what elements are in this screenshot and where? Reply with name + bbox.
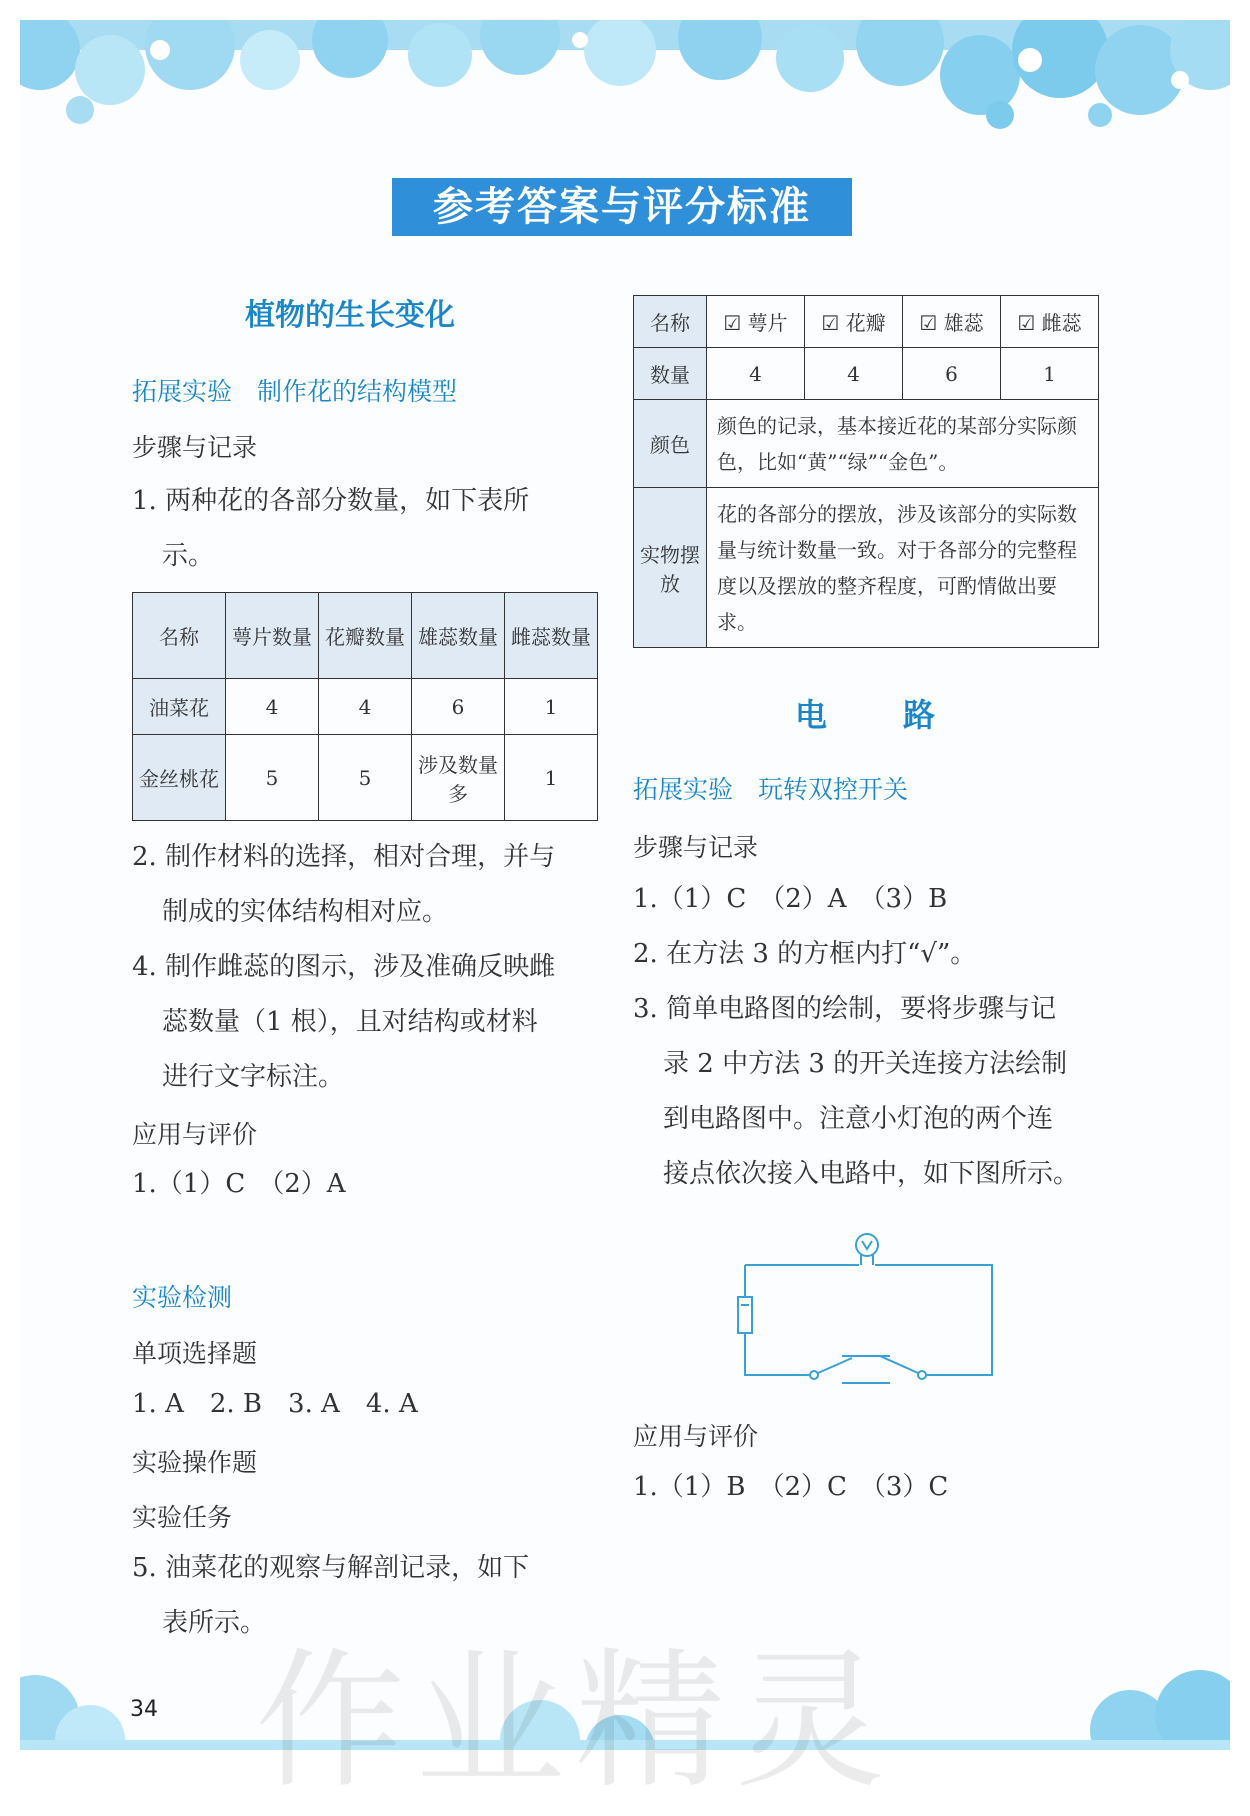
circuit-answer-item-1: 1.（1）C （2）A （3）B <box>633 884 948 914</box>
bulb-filament <box>861 1241 873 1265</box>
circuit-answer-item-2: 2. 在方法 3 的方框内打“√”。 <box>633 939 977 969</box>
circuit-answer-item-3-line-4: 接点依次接入电路中，如下图所示。 <box>663 1159 1080 1189</box>
answer-item-4-line-3: 进行文字标注。 <box>162 1062 345 1092</box>
table-header-cell: 名称 <box>133 593 226 679</box>
page-main-title: 参考答案与评分标准 <box>392 178 852 236</box>
table-row <box>634 348 1099 400</box>
answer-item-2-line-2: 制成的实体结构相对应。 <box>162 897 449 927</box>
watermark: 作业精灵 <box>255 1635 896 1809</box>
answer-item-5-line-1: 5. 油菜花的观察与解剖记录，如下 <box>132 1553 530 1583</box>
table-row <box>634 296 1099 348</box>
section-title-circuit: 电 路 <box>795 696 940 734</box>
table-cell: 金丝桃花 <box>133 735 226 821</box>
table-cell: 涉及数量多 <box>412 735 505 821</box>
switch-contact <box>918 1371 926 1379</box>
table-header-cell: 萼片数量 <box>226 593 319 679</box>
table-cell: 4 <box>804 348 902 400</box>
label-apply-evaluate-right: 应用与评价 <box>633 1422 759 1451</box>
table-cell: 1 <box>505 679 598 735</box>
table-cell: ☑ 雌蕊 <box>1000 296 1098 348</box>
table-cell: 6 <box>412 679 505 735</box>
answer-item-4-line-2: 蕊数量（1 根），且对结构或材料 <box>162 1007 538 1037</box>
subtitle-flower-model: 拓展实验 制作花的结构模型 <box>132 377 458 406</box>
table-cell: 4 <box>226 679 319 735</box>
single-choice-answers: 1. A 2. B 3. A 4. A <box>132 1389 418 1419</box>
circuit-diagram <box>730 1225 1000 1395</box>
switch-lever <box>818 1358 852 1373</box>
table-cell: 花的各部分的摆放，涉及该部分的实际数量与统计数量一致。对于各部分的完整程度以及摆放的整齐程度，可酌情做出要求。 <box>707 488 1099 648</box>
circuit-apply-answer: 1.（1）B （2）C （3）C <box>633 1472 949 1502</box>
answer-item-4-line-1: 4. 制作雌蕊的图示，涉及准确反映雌 <box>132 952 556 982</box>
observation-record-table <box>633 295 1099 648</box>
circuit-wire <box>745 1265 810 1375</box>
table-row <box>133 679 598 735</box>
switch-lever <box>880 1356 918 1373</box>
label-steps-records: 步骤与记录 <box>132 433 258 462</box>
circuit-answer-item-3-line-2: 录 2 中方法 3 的开关连接方法绘制 <box>663 1049 1068 1079</box>
table-cell: ☑ 花瓣 <box>804 296 902 348</box>
table-cell: 数量 <box>634 348 707 400</box>
label-steps-records-right: 步骤与记录 <box>633 833 759 862</box>
table-cell: 实物摆放 <box>634 488 707 648</box>
table-cell: 5 <box>226 735 319 821</box>
table-row <box>634 488 1099 648</box>
table-header-cell: 雄蕊数量 <box>412 593 505 679</box>
table-cell: 名称 <box>634 296 707 348</box>
table-cell: ☑ 雄蕊 <box>902 296 1000 348</box>
table-cell: 颜色的记录，基本接近花的某部分实际颜色，比如“黄”“绿”“金色”。 <box>707 400 1099 488</box>
answer-item-1-line-1: 1. 两种花的各部分数量，如下表所 <box>132 486 530 516</box>
answer-item-2-line-1: 2. 制作材料的选择，相对合理，并与 <box>132 842 556 872</box>
subtitle-experiment-test: 实验检测 <box>132 1283 233 1312</box>
answer-item-1-line-2: 示。 <box>162 541 215 571</box>
table-cell: 油菜花 <box>133 679 226 735</box>
circuit-wire <box>745 1265 992 1375</box>
top-bubble-decoration <box>20 20 1230 130</box>
table-cell: 1 <box>1000 348 1098 400</box>
label-single-choice: 单项选择题 <box>132 1339 258 1368</box>
subtitle-two-way-switch: 拓展实验 玩转双控开关 <box>633 775 909 804</box>
page-number: 34 <box>130 1697 158 1722</box>
table-cell: 5 <box>319 735 412 821</box>
table-cell: ☑ 萼片 <box>707 296 805 348</box>
table-header-cell: 雌蕊数量 <box>505 593 598 679</box>
light-bulb-icon <box>856 1234 878 1256</box>
switch-contact <box>810 1371 818 1379</box>
flower-parts-count-table <box>132 592 598 821</box>
table-header-row <box>133 593 598 679</box>
table-row <box>133 735 598 821</box>
table-header-cell: 花瓣数量 <box>319 593 412 679</box>
label-apply-evaluate: 应用与评价 <box>132 1120 258 1149</box>
circuit-answer-item-3-line-1: 3. 简单电路图的绘制，要将步骤与记 <box>633 994 1057 1024</box>
table-cell: 4 <box>319 679 412 735</box>
table-row <box>634 400 1099 488</box>
apply-answer: 1.（1）C （2）A <box>132 1169 346 1199</box>
circuit-answer-item-3-line-3: 到电路图中。注意小灯泡的两个连 <box>663 1104 1054 1134</box>
label-experiment-task: 实验任务 <box>132 1503 233 1532</box>
label-operation-questions: 实验操作题 <box>132 1448 258 1477</box>
table-cell: 4 <box>707 348 805 400</box>
table-cell: 颜色 <box>634 400 707 488</box>
answer-item-5-line-2: 表所示。 <box>162 1608 267 1638</box>
section-title-plant-growth: 植物的生长变化 <box>245 298 455 333</box>
table-cell: 1 <box>505 735 598 821</box>
table-cell: 6 <box>902 348 1000 400</box>
battery-icon <box>738 1297 752 1333</box>
